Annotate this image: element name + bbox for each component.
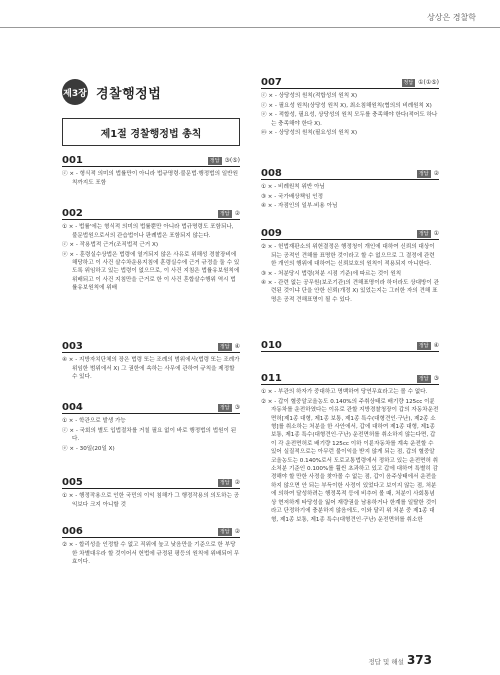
- page-number: 373: [406, 653, 432, 667]
- question-number: 008: [261, 168, 282, 179]
- chapter-badge: 제3장: [62, 79, 88, 105]
- question-009: [261, 230, 439, 305]
- explanation: [261, 92, 439, 137]
- question-004: [62, 404, 240, 454]
- question-007: [261, 79, 439, 138]
- explanation-line: ⓒ × - 작용법적 근거(조직법적 근거 X): [62, 242, 159, 249]
- answer-badge: 정답 ③: [219, 404, 240, 411]
- explanation-line: ② × - 갑이 혈중알코올농도 0.140%의 주취상태로 배기량 125cc 이륜자동차를 운전하였다는 이유로 관할 지방경찰청장이 갑의 자동차운전면허[제1종 대형, 제1종 보통, 제1종 특수(대형견인·구난), 제2종 소형]를 취소하는 처분을 한 사안에서, 갑에 대하여 제1종 대형, 제1종 보통, 제1종 특수(대형견인·구난) 운전면허를 취소하지 않는다면, 갑이 각 운전면허로 배기량 125cc 이하 이륜자동차를 계속 운전할 수 있어 실질적으로는 아무런 불이익을 받지 않게 되는 점, 갑의 혈중알코올농도는 0.140%로서 도로교통법령에서 정하고 있는 운전면허 취소처분 기준인 0.100%를 훨씬 초과하고 있고 갑에 대하여 특별히 감경해야 할 만한 사정을 찾아볼 수 없는 점, 갑이 음주상태에서 운전을 하지 않으면 안 되는 부득이한 사정이 있었다고 보이지 않는 점, 처분에 의하여 달성하려는 행정목적 등에 비추어 볼 때, 처분이 사회통념상 현저하게 타당성을 잃어 재량권을 남용하거나 한계를 일탈한 것이라고 단정하기에 충분하지 않음에도, 이와 달리 위 처분 중 제1종 대형, 제1종 보통, 제1종 특수(대형견인·구난) 운전면허를 취소한: [261, 398, 439, 523]
- answer-value: ③(⑤): [224, 157, 240, 164]
- answer-value: ③: [234, 404, 240, 411]
- page-footer: [368, 653, 432, 667]
- explanation-line: ⓜ × - 상당성의 원칙(필요성의 원칙 X): [261, 130, 358, 137]
- explanation-line: ⓔ × - 적합성, 필요성, 상당성의 원칙 모두를 충족해야 한다(적어도 하나는 충족해야 한다 X).: [261, 112, 438, 127]
- explanation-line: ② × - 헌법재판소의 위헌결정은 행정청이 개인에 대하여 신뢰의 대상이 되는 공적인 견해를 표명한 것이라고 할 수 없으므로 그 결정에 관련한 개인의 행위에 대하여는 신뢰보호의 원칙이 적용되지 아니한다.: [261, 244, 435, 268]
- explanation-line: ① × - 비례원칙 위반 아님: [261, 184, 325, 191]
- question-number: 007: [261, 77, 282, 88]
- explanation: [62, 492, 240, 509]
- explanation-line: ⓔ × - 훈령실수상법은 법령에 열거되지 않은 사유로 위해성 경찰장비에 해당하고 이 사건 살수차운용지침에 훈령실수에 근거 규정을 둘 수 있도록 위임하고 있는 법령이 없으므로, 이 사건 지침은 법률유보원칙에 위배되고 이 사건 지침만을 근거로 한 이 사건 혼합살수행위 역시 법률유보원칙에 위배: [62, 251, 240, 292]
- explanation-line: ④ × - 지방자치단체의 장은 법령 또는 조례의 범위에서(법령 또는 조례가 위임한 범위에서 X) 그 권한에 속하는 사무에 관하여 규칙을 제정할 수 있다.: [62, 357, 240, 381]
- question-003: [62, 343, 240, 383]
- answer-value: ②: [433, 170, 439, 177]
- explanation-line: ⓒ × - 상당성의 원칙(적합성의 원칙 X): [261, 93, 358, 100]
- answer-badge: 정답 ④: [418, 342, 439, 349]
- answer-value: ③: [433, 375, 439, 382]
- answer-badge: 정답 ④: [219, 343, 240, 350]
- answer-value: ②: [234, 479, 240, 486]
- explanation-line: ① × - 부관의 하자가 중대하고 명백하여 당연무효라고는 볼 수 없다.: [261, 389, 428, 396]
- explanation-line: ⓔ × - 30일(20일 X): [62, 445, 115, 452]
- answer-badge: 정답 ③(⑤): [209, 157, 240, 164]
- answer-badge: 정답 ②: [219, 479, 240, 486]
- explanation-line: ① × - 학관으로 발생 가능: [62, 418, 126, 425]
- explanation-line: ⓒ × - 국회의 별도 입법절차를 거칠 필요 없이 바로 행정법의 법원이 된다.: [62, 427, 237, 443]
- question-011: [261, 375, 439, 525]
- question-005: [62, 479, 240, 510]
- question-number: 003: [62, 341, 83, 352]
- explanation: [261, 243, 439, 304]
- answer-badge: 정답 ②: [219, 528, 240, 535]
- answer-value: ①: [433, 230, 439, 237]
- explanation-line: ④ × - 관련 없는 공무원(보조기관)의 견해표명이라 하더라도 상대방이 관련된 것이냐 단을 안한 신뢰(개정 X) 있었는지는 그러한 자의 견해 표명은 공적 견해표명이 될 수 있다.: [261, 280, 439, 303]
- answer-value: ②: [234, 210, 240, 217]
- question-number: 001: [62, 155, 83, 166]
- header-divider: [0, 27, 500, 28]
- question-number: 009: [261, 228, 282, 239]
- explanation: [62, 541, 240, 566]
- explanation-line: ⓒ × - 필요성 원칙(상당성 원칙 X), 최소침해원칙(협의의 비례원칙 X): [261, 102, 432, 109]
- question-number: 004: [62, 402, 83, 413]
- question-number: 005: [62, 477, 83, 488]
- explanation: [62, 223, 240, 292]
- question-008: [261, 170, 439, 212]
- answer-value: ④: [234, 343, 240, 350]
- chapter-heading: [62, 79, 161, 105]
- explanation-line: ⓒ × - 형식적 의미의 법률만이 아니라 법규명령·불문법·행정법의 일반원칙까지도 포함: [62, 171, 238, 186]
- answer-badge: 정답 ②: [219, 210, 240, 217]
- explanation: [62, 417, 240, 453]
- answer-value: ④: [433, 342, 439, 349]
- explanation: [62, 170, 240, 187]
- explanation-line: ② × - 합리성을 인정할 수 없고 직위에 높고 낮음만을 기준으로 한 부당한 차별대우라 할 것이어서 헌법에 규정된 평등의 원칙에 위배되어 무효이다.: [62, 542, 240, 566]
- answer-value: ①(①⑤): [418, 79, 439, 86]
- question-001: [62, 157, 240, 188]
- chapter-title: 경찰행정법: [96, 86, 162, 102]
- explanation: [261, 183, 439, 210]
- answer-badge: 정답 ①: [418, 230, 439, 237]
- question-number: 011: [261, 373, 282, 384]
- question-number: 006: [62, 526, 83, 537]
- question-number: 010: [261, 340, 282, 351]
- answer-badge: 정답 ②: [418, 170, 439, 177]
- section-title: 제1절 경찰행정법 총칙: [62, 118, 240, 146]
- question-number: 002: [62, 208, 83, 219]
- question-006: [62, 528, 240, 568]
- explanation: [62, 356, 240, 381]
- explanation-line: ③ × - 국가배상책임 인정: [261, 193, 324, 200]
- explanation-line: ④ × - 자점인의 일부·비용 아님: [261, 203, 338, 210]
- explanation: [261, 388, 439, 524]
- answer-value: ②: [234, 528, 240, 535]
- question-010: [261, 342, 439, 355]
- explanation-line: ① × - 법률'에는 형식적 의미의 법률뿐만 아니라 법규명령도 포함되나, 불문법원으로서의 관습법이나 판례법은 포함되지 않는다.: [62, 224, 234, 239]
- answer-badge: 정답 ③: [418, 375, 439, 382]
- question-002: [62, 210, 240, 294]
- explanation-line: ③ × - 처분당시 법령(처분 시점 기준)에 따르는 것이 원칙: [261, 270, 402, 277]
- running-header: 상상은 경찰학: [427, 13, 476, 22]
- footer-label: 정답 및 해설: [368, 658, 404, 666]
- answer-badge: 정답 ①(①⑤): [403, 79, 439, 86]
- explanation-line: ① × - 행정작용으로 인한 국민의 이익 침해가 그 행정작용의 의도하는 공익보다 크지 아니할 것: [62, 493, 240, 508]
